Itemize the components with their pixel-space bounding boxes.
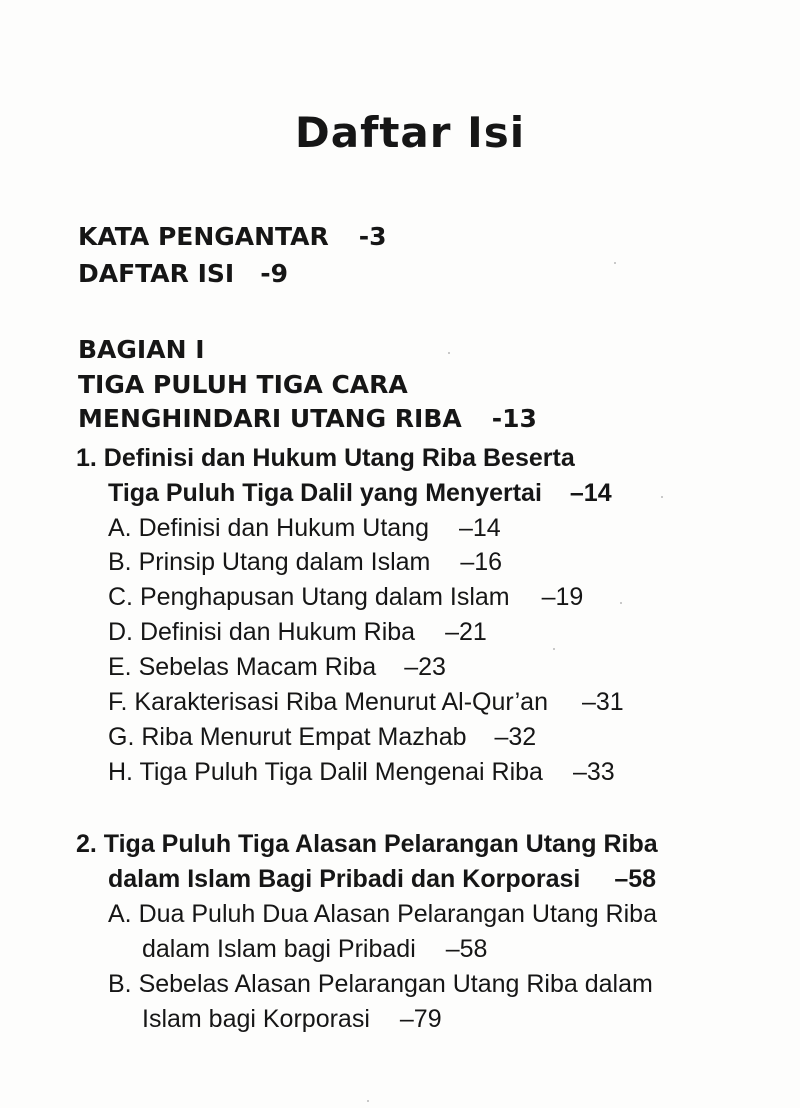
entry-label: KATA PENGANTAR [78,222,329,251]
entry-page: –79 [399,1005,442,1033]
entry-page: -3 [358,222,387,251]
paper-speck [553,648,555,650]
toc-section-1e [108,655,446,680]
toc-entry-kata-pengantar [78,224,387,249]
paper-speck [620,602,622,604]
entry-label: G. Riba Menurut Empat Mazhab [108,723,467,751]
entry-page: –58 [445,935,488,963]
page-title: Daftar Isi [294,108,526,157]
entry-page: -9 [260,259,288,288]
entry-label: H. Tiga Puluh Tiga Dalil Mengenai Riba [108,758,543,786]
toc-section-1h [108,760,615,785]
entry-page: –16 [460,548,503,576]
paper-speck [614,262,616,264]
part-heading-line-2: TIGA PULUH TIGA CARA [78,370,408,399]
toc-section-2a-line-1: A. Dua Puluh Dua Alasan Pelarangan Utang Riba [108,900,657,928]
entry-label: DAFTAR ISI [78,259,235,288]
toc-section-1f [108,690,624,715]
entry-label: A. Definisi dan Hukum Utang [108,514,429,542]
entry-page: –21 [445,618,487,646]
entry-label: Tiga Puluh Tiga Dalil yang Menyertai [108,479,542,507]
entry-page: –33 [572,758,615,786]
entry-label: dalam Islam Bagi Pribadi dan Korporasi [108,865,581,893]
entry-page: –14 [569,479,612,507]
entry-page: –31 [582,688,624,716]
entry-page: –32 [494,723,537,751]
toc-section-1b [108,550,502,575]
paper-speck [367,1100,369,1102]
chapter-2-line-1: 2. Tiga Puluh Tiga Alasan Pelarangan Utang Riba [76,830,658,858]
entry-label: F. Karakterisasi Riba Menurut Al-Qur’an [108,688,548,716]
entry-label: C. Penghapusan Utang dalam Islam [108,583,510,611]
chapter-1-line-1: 1. Definisi dan Hukum Utang Riba Beserta [76,444,575,472]
chapter-1-line-2 [108,481,612,506]
paper-speck [448,352,450,354]
entry-label: E. Sebelas Macam Riba [108,653,377,681]
chapter-2-line-2 [108,867,656,892]
entry-page: –19 [541,583,584,611]
toc-section-2b-line-1: B. Sebelas Alasan Pelarangan Utang Riba dalam [108,970,653,998]
toc-section-2a-line-2 [142,937,487,962]
paper-speck [661,496,663,498]
entry-page: -13 [491,404,537,433]
entry-label: Islam bagi Korporasi [142,1005,370,1033]
toc-section-2b-line-2 [142,1007,442,1032]
entry-label: D. Definisi dan Hukum Riba [108,618,416,646]
entry-label: MENGHINDARI UTANG RIBA [78,404,462,433]
entry-page: –14 [458,514,501,542]
entry-label: B. Prinsip Utang dalam Islam [108,548,431,576]
toc-section-1g [108,725,536,750]
entry-page: –23 [404,653,446,681]
toc-section-1c [108,585,583,610]
part-heading-line-3 [78,406,537,431]
toc-section-1a [108,516,501,541]
entry-label: dalam Islam bagi Pribadi [142,935,416,963]
part-heading-line-1: BAGIAN I [78,335,205,364]
toc-section-1d [108,620,487,645]
entry-page: –58 [614,865,657,893]
toc-entry-daftar-isi [78,261,288,286]
